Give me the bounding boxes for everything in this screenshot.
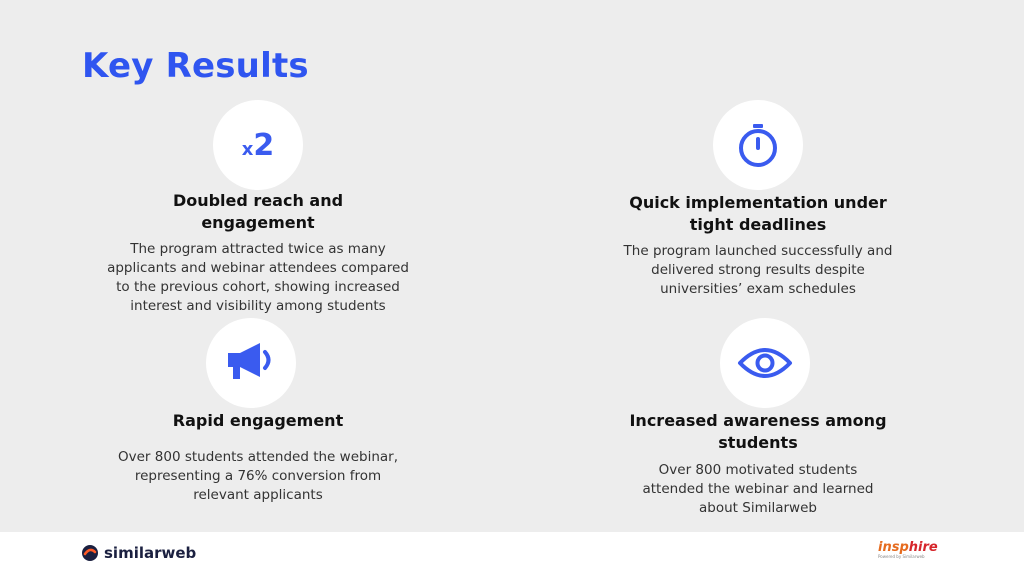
desc-doubled-reach: The program attracted twice as many applicants and webinar attendees compared to the previous cohort, showing increased interest and visibility among students — [107, 241, 409, 314]
desc-increased-awareness: Over 800 motivated students attended the webinar and learned about Similarweb — [642, 462, 874, 516]
page-title: Key Results — [82, 46, 309, 86]
heading-rapid-engagement: Rapid engagement — [172, 411, 344, 430]
similarweb-logo-icon — [82, 545, 98, 561]
megaphone-icon — [206, 318, 296, 408]
heading-doubled-reach: Doubled reach and engagement — [172, 191, 344, 232]
similarweb-logo: similarweb — [82, 544, 196, 562]
stopwatch-icon — [713, 100, 803, 190]
eye-icon — [720, 318, 810, 408]
heading-increased-awareness: Increased awareness among students — [629, 411, 887, 452]
x2-icon: x2 — [213, 100, 303, 190]
insphire-logo: insphire Powered by Similarweb — [878, 540, 938, 559]
heading-quick-implementation: Quick implementation under tight deadlines — [629, 193, 887, 234]
desc-quick-implementation: The program launched successfully and delivered strong results despite universities’ exam schedules — [623, 243, 893, 297]
desc-rapid-engagement: Over 800 students attended the webinar, representing a 76% conversion from relevant applicants — [118, 449, 398, 503]
